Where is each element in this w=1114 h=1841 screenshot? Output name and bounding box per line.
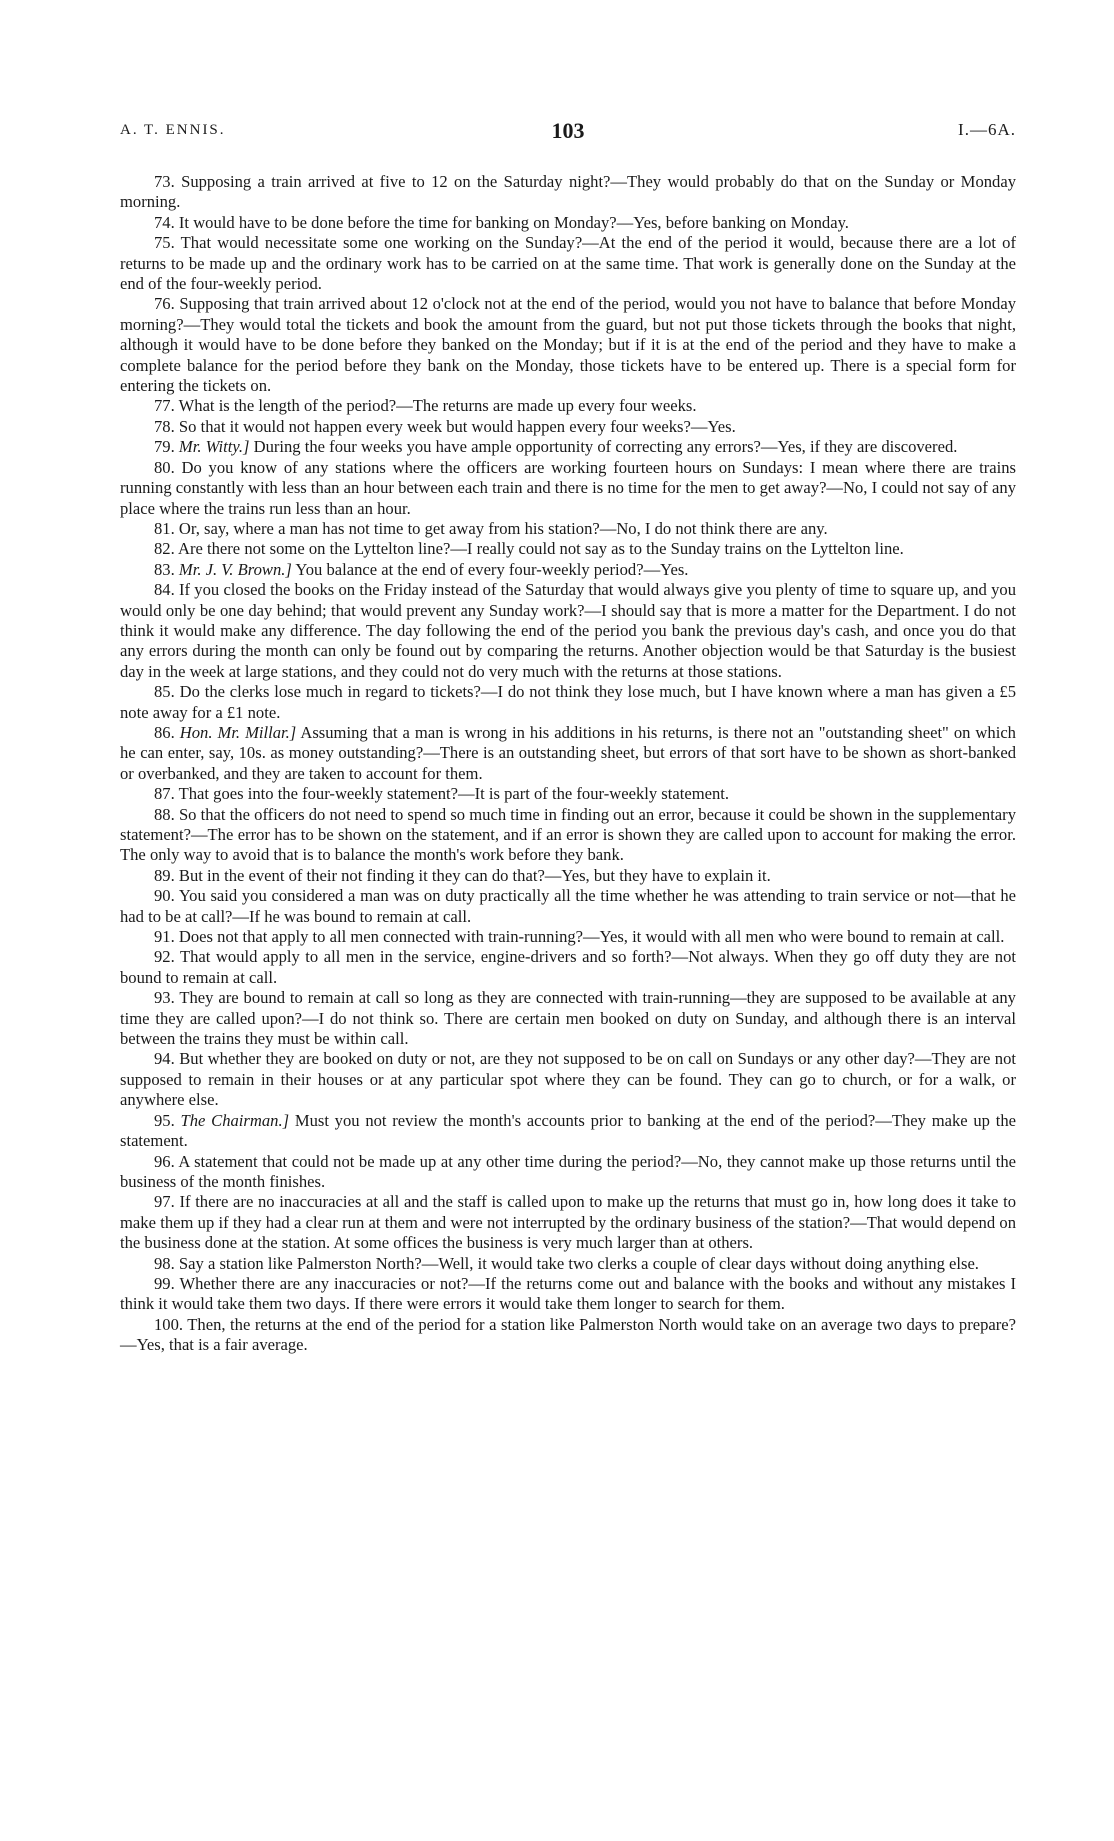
testimony-paragraph (120, 539, 1016, 559)
question-answer-text: Supposing a train arrived at five to 12 on the Saturday night?—They would probably do that on the Sunday or Monday morning. (120, 172, 1016, 212)
testimony-paragraph (120, 519, 1016, 539)
question-answer-text: Or, say, where a man has not time to get away from his station?—No, I do not think there are any. (178, 518, 828, 538)
question-number: 84. (154, 580, 175, 600)
testimony-paragraph (120, 1152, 1016, 1193)
paper-reference: I.—6A. (958, 120, 1016, 139)
testimony-paragraph (120, 1315, 1016, 1356)
testimony-paragraph (120, 927, 1016, 947)
question-answer-text: If you closed the books on the Friday instead of the Saturday that would always give you plenty of time to square up, and you would only be one day behind; that would prevent any Sunday work?—I should say that is more a matter for the Department. I do not think it would make any difference. The day following the end of the period you bank the previous day's cash, and once you do that any errors during the month can only be found out by comparing the returns. Another objection would be that Saturday is the busiest day in the week at large stations, and they could not do very much with the returns at those stations. (120, 580, 1016, 681)
question-answer-text: Say a station like Palmerston North?—Well, it would take two clerks a couple of clear days without doing anything else. (178, 1253, 979, 1273)
testimony-paragraph (120, 805, 1016, 866)
speaker-name: Mr. J. V. Brown.] (178, 559, 292, 579)
testimony-paragraph (120, 784, 1016, 804)
testimony-paragraph (120, 458, 1016, 519)
question-answer-text: You balance at the end of every four-weekly period?—Yes. (295, 559, 689, 579)
question-answer-text: Are there not some on the Lyttelton line?—I really could not say as to the Sunday trains on the Lyttelton line. (177, 539, 904, 559)
testimony-paragraph (120, 988, 1016, 1049)
speaker-name: Mr. Witty.] (178, 437, 250, 457)
question-number: 73. (154, 172, 175, 191)
question-answer-text: That would apply to all men in the service, engine-drivers and so forth?—Not always. When they go off duty they are not bound to remain at call. (120, 947, 1016, 987)
question-number: 99. (154, 1273, 175, 1293)
testimony-paragraph (120, 1049, 1016, 1110)
question-answer-text: That would necessitate some one working on the Sunday?—At the end of the period it would, because there are a lot of returns to be made up and the ordinary work has to be carried on at the same time. That work is generally done on the Sunday at the end of the four-weekly period. (120, 233, 1016, 294)
testimony-paragraph (120, 294, 1016, 396)
question-answer-text: A statement that could not be made up at any other time during the period?—No, they cannot make up those returns until the business of the month finishes. (120, 1151, 1017, 1191)
question-number: 74. (154, 212, 175, 232)
question-answer-text: What is the length of the period?—The returns are made up every four weeks. (178, 396, 697, 416)
testimony-paragraph (120, 396, 1016, 416)
page-header (120, 118, 1016, 142)
question-answer-text: Must you not review the month's accounts prior to banking at the end of the period?—They make up the statement. (120, 1110, 1016, 1151)
testimony-paragraph (120, 1192, 1016, 1253)
testimony-body (120, 172, 1016, 1356)
question-answer-text: They are bound to remain at call so long as they are connected with train-running—they are supposed to be available at any time they are called upon?—I do not think so. There are certain men booked on duty on Sunday, and although there is an interval between the trains they must be within call. (120, 988, 1016, 1049)
question-number: 77. (154, 396, 175, 416)
testimony-paragraph (120, 580, 1016, 682)
question-answer-text: Do you know of any stations where the officers are working fourteen hours on Sundays: I mean where there are trains running constantly with less than an hour between each train and there is no time for the men to get away?—No, I could not say of any place where the trains run less than an hour. (120, 457, 1016, 518)
question-number: 78. (154, 416, 175, 436)
testimony-paragraph (120, 723, 1016, 784)
question-number: 92. (154, 947, 175, 967)
question-number: 83. (154, 559, 175, 579)
question-number: 90. (154, 886, 175, 906)
question-number: 88. (154, 804, 175, 824)
question-number: 81. (154, 518, 175, 538)
question-answer-text: So that it would not happen every week but would happen every four weeks?—Yes. (178, 416, 736, 436)
question-answer-text: Assuming that a man is wrong in his additions in his returns, is there not an "outstanding sheet" on which he can enter, say, 10s. as money outstanding?—There is an outstanding sheet, but errors of that sort have to be shown as short-banked or overbanked, and they are taken to account for them. (120, 722, 1016, 783)
page-number: 103 (551, 118, 585, 143)
question-answer-text: You said you considered a man was on duty practically all the time whether he was attending to train service or not—that he had to be at call?—If he was bound to remain at call. (120, 886, 1016, 926)
testimony-paragraph (120, 233, 1016, 294)
question-number: 87. (154, 784, 175, 804)
witness-name: A. T. ENNIS. (120, 122, 226, 138)
question-answer-text: Then, the returns at the end of the period for a station like Palmerston North would take on an average two days to prepare?—Yes, that is a fair average. (120, 1314, 1017, 1355)
question-number: 82. (154, 539, 175, 559)
speaker-name: Hon. Mr. Millar.] (179, 722, 297, 742)
testimony-paragraph (120, 213, 1016, 233)
testimony-paragraph (120, 866, 1016, 886)
question-answer-text: But whether they are booked on duty or not, are they not supposed to be on call on Sundays or any other day?—They are not supposed to remain in their houses or at any particular spot where they can be found. They can go to church, or for a walk, or anywhere else. (120, 1049, 1017, 1110)
question-answer-text: So that the officers do not need to spend so much time in finding out an error, because it could be shown in the supplementary statement?—The error has to be shown on the statement, and if an error is shown they are called upon to account for making the error. The only way to avoid that is to balance the month's work before they bank. (120, 804, 1016, 865)
speaker-name: The Chairman.] (180, 1110, 290, 1130)
question-answer-text: If there are no inaccuracies at all and the staff is called upon to make up the returns that must go in, how long does it take to make them up if they had a clear run at them and were not interrupted by the ordinary business of the station?—That would depend on the business done at the station. At some offices the business is very much larger than at others. (120, 1192, 1016, 1253)
testimony-paragraph (120, 947, 1016, 988)
question-answer-text: That goes into the four-weekly statement?—It is part of the four-weekly statement. (178, 784, 730, 804)
question-number: 76. (154, 294, 175, 314)
question-number: 79. (154, 437, 175, 457)
question-number: 89. (154, 865, 175, 885)
testimony-paragraph (120, 682, 1016, 723)
question-number: 86. (154, 722, 175, 742)
question-number: 85. (154, 682, 175, 702)
question-number: 75. (154, 233, 175, 253)
testimony-paragraph (120, 1274, 1016, 1315)
question-answer-text: During the four weeks you have ample opportunity of correcting any errors?—Yes, if they are discovered. (253, 437, 958, 457)
question-number: 80. (154, 457, 175, 477)
question-number: 91. (154, 927, 175, 947)
question-number: 93. (154, 988, 175, 1008)
testimony-paragraph (120, 437, 1016, 457)
testimony-paragraph (120, 417, 1016, 437)
question-answer-text: It would have to be done before the time for banking on Monday?—Yes, before banking on Monday. (178, 212, 849, 232)
question-answer-text: But in the event of their not finding it they can do that?—Yes, but they have to explain it. (178, 865, 771, 885)
testimony-paragraph (120, 886, 1016, 927)
question-number: 94. (154, 1049, 175, 1069)
testimony-paragraph (120, 1111, 1016, 1152)
question-answer-text: Do the clerks lose much in regard to tickets?—I do not think they lose much, but I have known where a man has given a £5 note away for a £1 note. (120, 682, 1016, 722)
question-answer-text: Does not that apply to all men connected with train-running?—Yes, it would with all men who were bound to remain at call. (178, 927, 1005, 947)
question-number: 96. (154, 1151, 175, 1171)
question-number: 97. (154, 1192, 175, 1212)
question-number: 100. (154, 1314, 184, 1334)
question-answer-text: Supposing that train arrived about 12 o'clock not at the end of the period, would you not have to balance that before Monday morning?—They would total the tickets and book the amount from the guard, but not put those tickets through the books that night, although it would have to be done before they banked on the Monday; but if it is at the end of the period and they have to make a complete balance for the period before they bank on the Monday, those tickets have to be entered up. There is a special form for entering the tickets on. (120, 294, 1016, 396)
testimony-paragraph (120, 1254, 1016, 1274)
question-number: 98. (154, 1253, 175, 1273)
testimony-paragraph (120, 172, 1016, 213)
question-answer-text: Whether there are any inaccuracies or not?—If the returns come out and balance with the books and without any mistakes I think it would take them two days. If there were errors it would take them longer to search for them. (120, 1273, 1016, 1314)
testimony-paragraph (120, 560, 1016, 580)
question-number: 95. (154, 1110, 175, 1130)
